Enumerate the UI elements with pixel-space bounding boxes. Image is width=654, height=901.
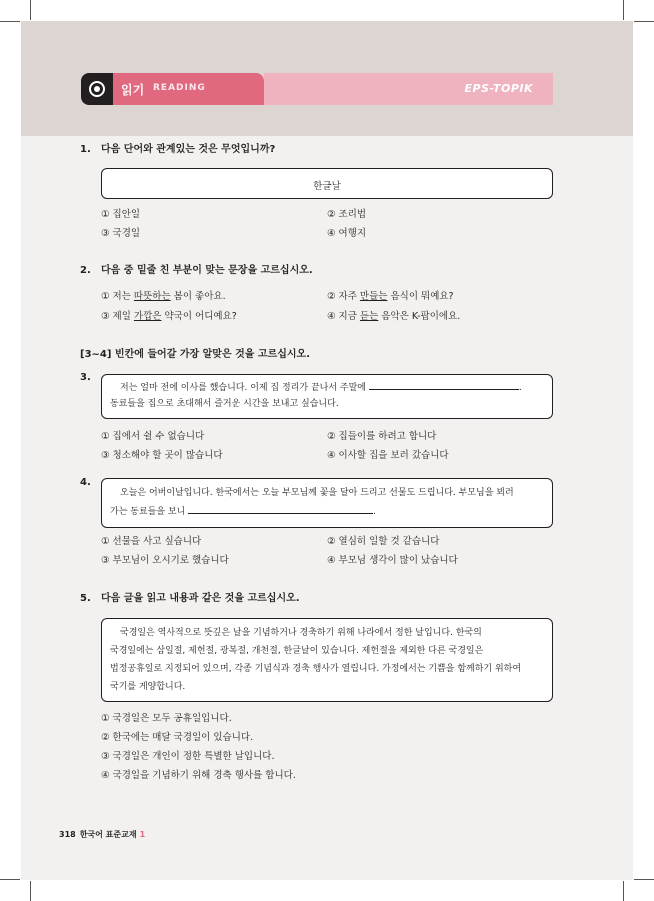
q5-prompt: 다음 글을 읽고 내용과 같은 것을 고르십시오. (101, 593, 300, 604)
q3-option-3[interactable]: ③ 청소해야 할 곳이 많습니다 (101, 450, 223, 461)
q4-option-3[interactable]: ③ 부모님이 오시기로 했습니다 (101, 555, 229, 566)
crop-mark (30, 0, 31, 20)
q1-option-2[interactable]: ② 조리법 (327, 209, 367, 220)
page (21, 21, 633, 880)
page-number: 318 (59, 830, 76, 839)
q3-passage-line2: 동료들을 집으로 초대해서 즐거운 시간을 보내고 싶습니다. (110, 399, 339, 409)
q2-option-1[interactable]: ① 저는 따뜻하는 봄이 좋아요. (101, 291, 226, 302)
q5-option-1[interactable]: ① 국경일은 모두 공휴일입니다. (101, 713, 232, 724)
q5-passage-line2: 국경일에는 삼일절, 제헌절, 광복절, 개천절, 한글날이 있습니다. 제헌절을 제외한 다른 국경일은 (110, 646, 484, 656)
q4-passage-box (101, 478, 553, 528)
section-header (81, 73, 553, 105)
q1-word-box (101, 168, 553, 199)
q2-option-4[interactable]: ④ 지금 듣는 음악은 K-팝이에요. (327, 311, 461, 322)
q3-option-2[interactable]: ② 집들이를 하려고 합니다 (327, 431, 437, 442)
q3-number: 3. (80, 372, 91, 383)
q5-option-4[interactable]: ④ 국경일을 기념하기 위해 경축 행사를 합니다. (101, 770, 296, 781)
crop-mark (634, 21, 654, 22)
q2-option-2[interactable]: ② 자주 만들는 음식이 뭐예요? (327, 291, 454, 302)
q2-prompt: 다음 중 밑줄 친 부분이 맞는 문장을 고르십시오. (101, 265, 313, 276)
q5-passage-line3: 법정공휴일로 지정되어 있으며, 각종 기념식과 경축 행사가 열립니다. 가정에서는 기쁨을 함께하기 위하여 (110, 664, 522, 674)
crop-mark (0, 879, 20, 880)
q4-option-4[interactable]: ④ 부모님 생각이 많이 났습니다 (327, 555, 458, 566)
q5-passage-box (101, 618, 553, 702)
crop-mark (634, 879, 654, 880)
q1-option-4[interactable]: ④ 여행지 (327, 228, 367, 239)
crop-mark (30, 881, 31, 901)
q1-prompt: 다음 단어와 관계있는 것은 무엇입니까? (101, 144, 276, 155)
q4-option-1[interactable]: ① 선물을 사고 싶습니다 (101, 536, 202, 547)
crop-mark (0, 21, 20, 22)
page-footer (59, 829, 145, 840)
reading-icon (81, 73, 113, 105)
q5-number: 5. (80, 593, 91, 604)
brand-logo: EPS-TOPIK (464, 82, 533, 95)
q4-number: 4. (80, 477, 91, 488)
q1-number: 1. (80, 144, 91, 155)
q3-passage: 저는 얼마 전에 이사를 했습니다. 이제 집 정리가 끝나서 주말에 . (120, 379, 550, 397)
q1-word: 한글날 (313, 181, 341, 192)
q5-option-3[interactable]: ③ 국경일은 개인이 정한 특별한 날입니다. (101, 751, 275, 762)
section-subtitle: READING (153, 83, 206, 93)
q5-passage-line1: 국경일은 역사적으로 뜻깊은 날을 기념하거나 경축하기 위해 나라에서 정한 날입니다. 한국의 (120, 628, 482, 638)
q1-option-1[interactable]: ① 집안일 (101, 209, 141, 220)
q3-option-1[interactable]: ① 집에서 쉴 수 없습니다 (101, 431, 205, 442)
q4-blank (188, 503, 373, 514)
q4-passage-line1: 오늘은 어버이날입니다. 한국에서는 오늘 부모님께 꽃을 달아 드리고 선물도 드립니다. 부모님을 뵈러 (120, 488, 514, 498)
q3-option-4[interactable]: ④ 이사할 집을 보러 갔습니다 (327, 450, 449, 461)
q5-option-2[interactable]: ② 한국에는 매달 국경일이 있습니다. (101, 732, 254, 743)
section-title: 읽기 (121, 83, 145, 97)
group-instruction: [3~4] 빈칸에 들어갈 가장 알맞은 것을 고르십시오. (80, 349, 311, 360)
crop-mark (623, 0, 624, 20)
book-volume: 1 (139, 830, 146, 839)
book-title: 한국어 표준교재 (79, 830, 137, 839)
q3-passage-box (101, 374, 553, 419)
q3-blank (369, 379, 519, 390)
q2-number: 2. (80, 265, 91, 276)
crop-mark (623, 881, 624, 901)
q5-passage-line4: 국기를 게양합니다. (110, 682, 186, 692)
q4-option-2[interactable]: ② 열심히 일할 것 같습니다 (327, 536, 440, 547)
q2-option-3[interactable]: ③ 제일 가깝은 약국이 어디예요? (101, 311, 237, 322)
q1-option-3[interactable]: ③ 국경일 (101, 228, 141, 239)
q4-passage-line2: 가는 동료들을 보니 . (110, 503, 540, 521)
